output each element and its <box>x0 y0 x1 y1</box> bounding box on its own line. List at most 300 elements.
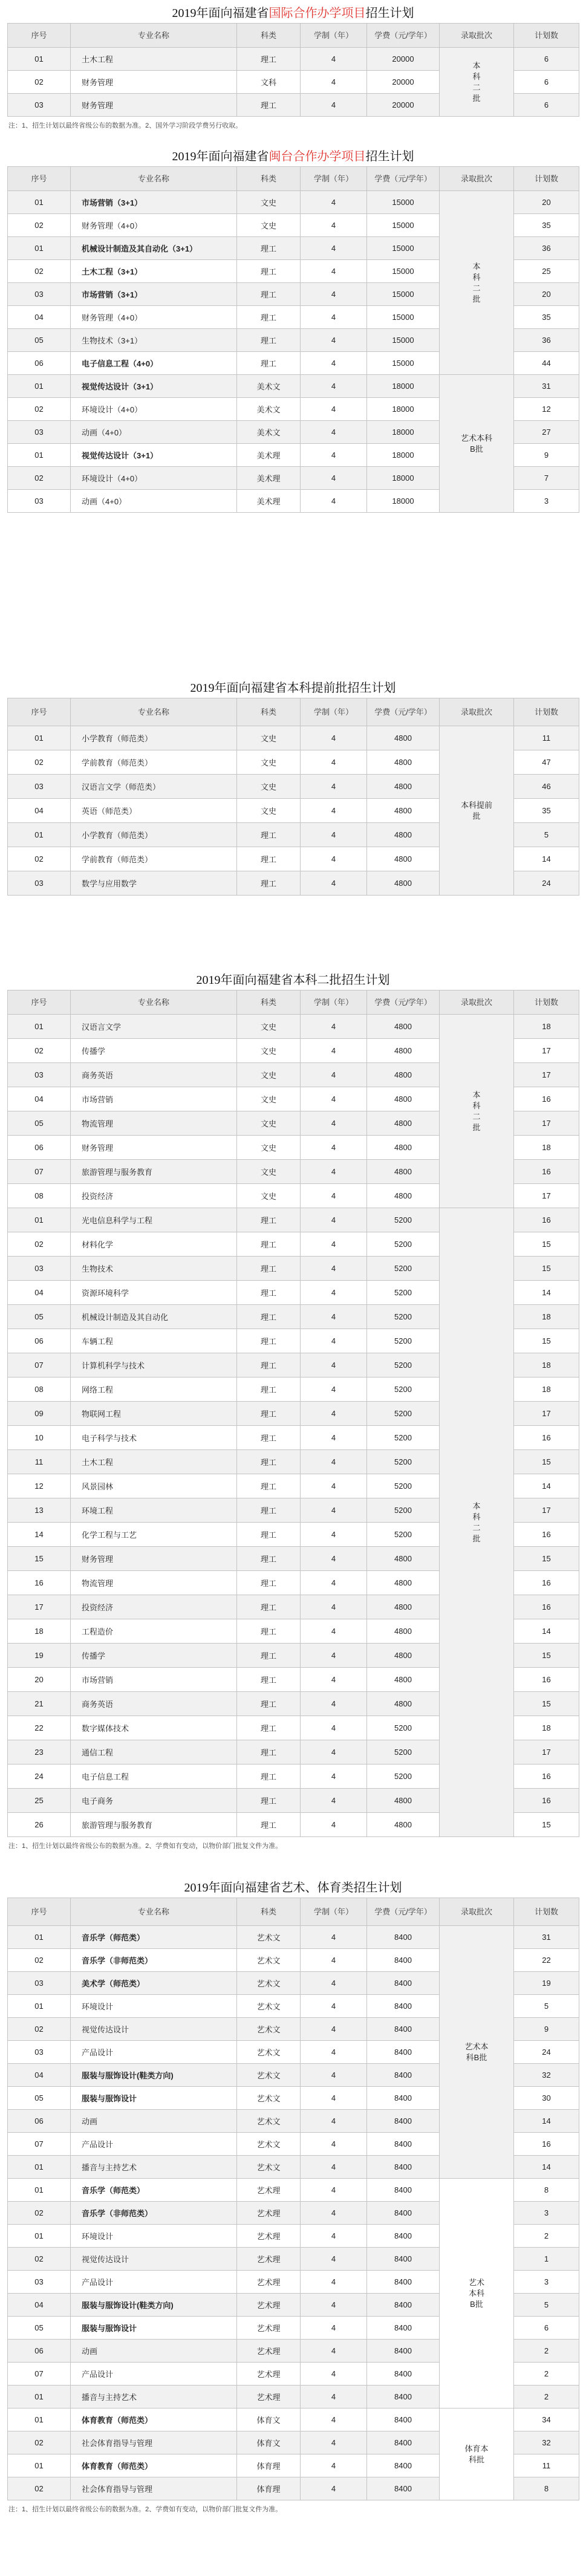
fee-cell: 15000 <box>367 283 440 306</box>
major-cell: 小学教育（师范类） <box>71 823 237 847</box>
seq-cell: 03 <box>8 490 71 513</box>
major-cell: 市场营销 <box>71 1087 237 1111</box>
note: 注：1、招生计划以最终省级公布的数据为准。2、学费如有变动，以物价部门批复文件为准。 <box>8 1843 282 1850</box>
quota-cell: 7 <box>514 467 579 490</box>
quota-cell: 16 <box>514 1523 579 1547</box>
major-cell: 财务管理 <box>71 1136 237 1160</box>
seq-cell: 04 <box>8 306 71 329</box>
intl-plan-table <box>7 23 579 117</box>
duration-cell: 4 <box>301 2018 367 2041</box>
category-cell: 理工 <box>237 94 301 117</box>
quota-cell: 15 <box>514 1644 579 1668</box>
fee-cell: 4800 <box>367 1039 440 1063</box>
category-cell: 美术理 <box>237 444 301 467</box>
category-cell: 艺术理 <box>237 2202 301 2225</box>
fee-cell: 8400 <box>367 2294 440 2317</box>
header-seq: 序号 <box>8 698 71 726</box>
duration-cell: 4 <box>301 1547 367 1571</box>
second-batch-plan-table <box>7 990 579 1837</box>
category-cell: 艺术文 <box>237 2018 301 2041</box>
major-cell: 音乐学（非师范类） <box>71 1949 237 1972</box>
quota-cell: 15 <box>514 1813 579 1837</box>
seq-cell: 06 <box>8 1136 71 1160</box>
fee-cell: 15000 <box>367 352 440 375</box>
duration-cell: 4 <box>301 1136 367 1160</box>
batch-label: 艺术本科B批 <box>460 433 492 454</box>
header-major: 专业名称 <box>71 990 237 1015</box>
category-cell: 文史 <box>237 1015 301 1039</box>
table-row <box>8 2179 579 2202</box>
seq-cell: 01 <box>8 2454 71 2477</box>
duration-cell: 4 <box>301 2363 367 2386</box>
fee-cell: 15000 <box>367 329 440 352</box>
duration-cell: 4 <box>301 2386 367 2408</box>
seq-cell: 05 <box>8 2087 71 2110</box>
quota-cell: 14 <box>514 1474 579 1498</box>
seq-cell: 05 <box>8 1305 71 1329</box>
duration-cell: 4 <box>301 375 367 398</box>
major-cell: 播音与主持艺术 <box>71 2156 237 2179</box>
seq-cell: 01 <box>8 48 71 71</box>
major-cell: 计算机科学与技术 <box>71 1353 237 1377</box>
header-seq: 序号 <box>8 1898 71 1926</box>
major-cell: 传播学 <box>71 1644 237 1668</box>
seq-cell: 01 <box>8 237 71 260</box>
duration-cell: 4 <box>301 1813 367 1837</box>
fee-cell: 8400 <box>367 1926 440 1949</box>
duration-cell: 4 <box>301 1232 367 1257</box>
category-cell: 文史 <box>237 750 301 775</box>
fee-cell: 5200 <box>367 1305 440 1329</box>
category-cell: 文史 <box>237 1063 301 1087</box>
major-cell: 体育教育（师范类） <box>71 2408 237 2431</box>
seq-cell: 04 <box>8 1281 71 1305</box>
duration-cell: 4 <box>301 1523 367 1547</box>
fee-cell: 4800 <box>367 1136 440 1160</box>
fee-cell: 4800 <box>367 799 440 823</box>
duration-cell: 4 <box>301 750 367 775</box>
header-major: 专业名称 <box>71 24 237 48</box>
category-cell: 美术文 <box>237 398 301 421</box>
major-cell: 学前教育（师范类） <box>71 847 237 871</box>
major-cell: 投资经济 <box>71 1184 237 1208</box>
quota-cell: 16 <box>514 1087 579 1111</box>
category-cell: 艺术理 <box>237 2225 301 2248</box>
major-cell: 生物技术 <box>71 1257 237 1281</box>
fee-cell: 18000 <box>367 467 440 490</box>
fee-cell: 15000 <box>367 237 440 260</box>
seq-cell: 07 <box>8 1353 71 1377</box>
duration-cell: 4 <box>301 444 367 467</box>
category-cell: 文史 <box>237 1136 301 1160</box>
major-cell: 服装与服饰设计(鞋类方向) <box>71 2064 237 2087</box>
major-cell: 视觉传达设计（3+1） <box>71 444 237 467</box>
quota-cell: 5 <box>514 823 579 847</box>
quota-cell: 16 <box>514 1668 579 1692</box>
major-cell: 环境设计 <box>71 1995 237 2018</box>
category-cell: 理工 <box>237 1547 301 1571</box>
batch-label: 本科二批 <box>472 1090 481 1132</box>
duration-cell: 4 <box>301 2431 367 2454</box>
fee-cell: 4800 <box>367 1571 440 1595</box>
fee-cell: 8400 <box>367 1995 440 2018</box>
category-cell: 艺术文 <box>237 2041 301 2064</box>
quota-cell: 46 <box>514 775 579 799</box>
batch-label: 艺术本科B批 <box>468 2277 484 2309</box>
quota-cell: 35 <box>514 214 579 237</box>
quota-cell: 34 <box>514 2408 579 2431</box>
seq-cell: 23 <box>8 1740 71 1764</box>
quota-cell: 20 <box>514 191 579 214</box>
quota-cell: 16 <box>514 1595 579 1619</box>
fee-cell: 5200 <box>367 1474 440 1498</box>
duration-cell: 4 <box>301 1474 367 1498</box>
duration-cell: 4 <box>301 490 367 513</box>
table-row <box>8 191 579 214</box>
note: 注：1、招生计划以最终省级公布的数据为准。2、国外学习阶段学费另行收取。 <box>8 122 243 129</box>
table-row <box>8 2408 579 2431</box>
header-seq: 序号 <box>8 990 71 1015</box>
major-cell: 光电信息科学与工程 <box>71 1208 237 1232</box>
seq-cell: 05 <box>8 1111 71 1136</box>
duration-cell: 4 <box>301 1995 367 2018</box>
batch-label: 本科二批 <box>472 60 481 103</box>
quota-cell: 31 <box>514 1926 579 1949</box>
quota-cell: 15 <box>514 1232 579 1257</box>
category-cell: 体育理 <box>237 2454 301 2477</box>
duration-cell: 4 <box>301 329 367 352</box>
major-cell: 旅游管理与服务教育 <box>71 1813 237 1837</box>
fee-cell: 8400 <box>367 2156 440 2179</box>
major-cell: 物联网工程 <box>71 1402 237 1426</box>
duration-cell: 4 <box>301 214 367 237</box>
fee-cell: 4800 <box>367 726 440 750</box>
quota-cell: 31 <box>514 375 579 398</box>
duration-cell: 4 <box>301 2408 367 2431</box>
fee-cell: 5200 <box>367 1716 440 1740</box>
category-cell: 理工 <box>237 847 301 871</box>
fee-cell: 4800 <box>367 871 440 896</box>
header-quota: 计划数 <box>514 24 579 48</box>
seq-cell: 02 <box>8 750 71 775</box>
duration-cell: 4 <box>301 1402 367 1426</box>
title-part: 招生计划 <box>365 7 414 20</box>
seq-cell: 07 <box>8 1160 71 1184</box>
seq-cell: 21 <box>8 1692 71 1716</box>
major-cell: 车辆工程 <box>71 1329 237 1353</box>
fee-cell: 4800 <box>367 1160 440 1184</box>
category-cell: 理工 <box>237 1450 301 1474</box>
major-cell: 市场营销 <box>71 1668 237 1692</box>
fee-cell: 8400 <box>367 2477 440 2500</box>
duration-cell: 4 <box>301 823 367 847</box>
quota-cell: 16 <box>514 1764 579 1789</box>
header-seq: 序号 <box>8 24 71 48</box>
header-batch: 录取批次 <box>440 990 514 1015</box>
header-seq: 序号 <box>8 167 71 191</box>
seq-cell: 11 <box>8 1450 71 1474</box>
duration-cell: 4 <box>301 1353 367 1377</box>
category-cell: 艺术文 <box>237 2087 301 2110</box>
category-cell: 理工 <box>237 1595 301 1619</box>
fee-cell: 4800 <box>367 1668 440 1692</box>
fee-cell: 8400 <box>367 1949 440 1972</box>
table-row <box>8 1015 579 1039</box>
header-fee: 学费（元/学年） <box>367 698 440 726</box>
seq-cell: 03 <box>8 2271 71 2294</box>
category-cell: 理工 <box>237 1474 301 1498</box>
fee-cell: 4800 <box>367 750 440 775</box>
seq-cell: 16 <box>8 1571 71 1595</box>
category-cell: 艺术理 <box>237 2248 301 2271</box>
seq-cell: 03 <box>8 283 71 306</box>
category-cell: 理工 <box>237 1232 301 1257</box>
header-batch: 录取批次 <box>440 167 514 191</box>
duration-cell: 4 <box>301 2110 367 2133</box>
major-cell: 视觉传达设计 <box>71 2018 237 2041</box>
fee-cell: 5200 <box>367 1208 440 1232</box>
fee-cell: 4800 <box>367 1111 440 1136</box>
seq-cell: 03 <box>8 1972 71 1995</box>
category-cell: 艺术文 <box>237 1995 301 2018</box>
quota-cell: 18 <box>514 1353 579 1377</box>
category-cell: 文史 <box>237 1087 301 1111</box>
fee-cell: 5200 <box>367 1740 440 1764</box>
header-category: 科类 <box>237 167 301 191</box>
major-cell: 工程造价 <box>71 1619 237 1644</box>
table-row <box>8 1926 579 1949</box>
duration-cell: 4 <box>301 1426 367 1450</box>
quota-cell: 35 <box>514 306 579 329</box>
duration-cell: 4 <box>301 1087 367 1111</box>
header-category: 科类 <box>237 24 301 48</box>
fee-cell: 4800 <box>367 1087 440 1111</box>
header-fee: 学费（元/学年） <box>367 24 440 48</box>
quota-cell: 15 <box>514 1450 579 1474</box>
major-cell: 产品设计 <box>71 2271 237 2294</box>
category-cell: 理工 <box>237 1426 301 1450</box>
seq-cell: 01 <box>8 2179 71 2202</box>
duration-cell: 4 <box>301 283 367 306</box>
seq-cell: 03 <box>8 775 71 799</box>
fee-cell: 18000 <box>367 375 440 398</box>
batch-cell <box>440 1208 514 1837</box>
duration-cell: 4 <box>301 1764 367 1789</box>
header-quota: 计划数 <box>514 167 579 191</box>
category-cell: 理工 <box>237 871 301 896</box>
fee-cell: 8400 <box>367 1972 440 1995</box>
quota-cell: 44 <box>514 352 579 375</box>
duration-cell: 4 <box>301 1063 367 1087</box>
seq-cell: 02 <box>8 214 71 237</box>
fee-cell: 4800 <box>367 823 440 847</box>
duration-cell: 4 <box>301 1015 367 1039</box>
category-cell: 美术文 <box>237 375 301 398</box>
quota-cell: 9 <box>514 444 579 467</box>
fee-cell: 8400 <box>367 2133 440 2156</box>
quota-cell: 15 <box>514 1329 579 1353</box>
major-cell: 商务英语 <box>71 1692 237 1716</box>
fee-cell: 4800 <box>367 1619 440 1644</box>
category-cell: 理工 <box>237 1692 301 1716</box>
note: 注：1、招生计划以最终省级公布的数据为准。2、学费如有变动，以物价部门批复文件为准。 <box>8 2506 282 2513</box>
duration-cell: 4 <box>301 306 367 329</box>
seq-cell: 19 <box>8 1644 71 1668</box>
category-cell: 理工 <box>237 1523 301 1547</box>
art-sports-plan-table <box>7 1898 579 2500</box>
duration-cell: 4 <box>301 1208 367 1232</box>
category-cell: 体育理 <box>237 2477 301 2500</box>
title-text: 2019年面向福建省本科二批招生计划 <box>196 974 390 987</box>
seq-cell: 02 <box>8 260 71 283</box>
duration-cell: 4 <box>301 1111 367 1136</box>
batch-cell <box>440 48 514 117</box>
major-cell: 汉语言文学（师范类） <box>71 775 237 799</box>
mintai-plan-table <box>7 166 579 513</box>
title-text: 2019年面向福建省本科提前批招生计划 <box>190 681 396 695</box>
seq-cell: 08 <box>8 1377 71 1402</box>
fee-cell: 15000 <box>367 191 440 214</box>
major-cell: 资源环境科学 <box>71 1281 237 1305</box>
quota-cell: 2 <box>514 2340 579 2363</box>
duration-cell: 4 <box>301 2248 367 2271</box>
seq-cell: 07 <box>8 2133 71 2156</box>
duration-cell: 4 <box>301 1595 367 1619</box>
duration-cell: 4 <box>301 2225 367 2248</box>
fee-cell: 4800 <box>367 1813 440 1837</box>
fee-cell: 5200 <box>367 1764 440 1789</box>
table-row <box>8 1208 579 1232</box>
category-cell: 艺术文 <box>237 2110 301 2133</box>
table-row <box>8 726 579 750</box>
category-cell: 文史 <box>237 1039 301 1063</box>
category-cell: 美术文 <box>237 421 301 444</box>
fee-cell: 5200 <box>367 1257 440 1281</box>
seq-cell: 03 <box>8 421 71 444</box>
major-cell: 小学教育（师范类） <box>71 726 237 750</box>
title-part: 招生计划 <box>365 150 414 163</box>
seq-cell: 01 <box>8 191 71 214</box>
batch-cell <box>440 1015 514 1208</box>
major-cell: 市场营销（3+1） <box>71 283 237 306</box>
fee-cell: 4800 <box>367 1063 440 1087</box>
quota-cell: 5 <box>514 2294 579 2317</box>
fee-cell: 8400 <box>367 2248 440 2271</box>
quota-cell: 17 <box>514 1039 579 1063</box>
section-title-advance <box>0 678 586 698</box>
category-cell: 艺术理 <box>237 2179 301 2202</box>
duration-cell: 4 <box>301 2179 367 2202</box>
major-cell: 汉语言文学 <box>71 1015 237 1039</box>
major-cell: 物流管理 <box>71 1571 237 1595</box>
seq-cell: 18 <box>8 1619 71 1644</box>
header-duration: 学制（年） <box>301 167 367 191</box>
title-highlight: 国际合作办学项目 <box>269 7 366 20</box>
quota-cell: 18 <box>514 1377 579 1402</box>
major-cell: 机械设计制造及其自动化（3+1） <box>71 237 237 260</box>
category-cell: 体育文 <box>237 2408 301 2431</box>
category-cell: 艺术理 <box>237 2363 301 2386</box>
category-cell: 文史 <box>237 191 301 214</box>
major-cell: 商务英语 <box>71 1063 237 1087</box>
fee-cell: 8400 <box>367 2064 440 2087</box>
category-cell: 艺术文 <box>237 2064 301 2087</box>
title-text: 2019年面向福建省艺术、体育类招生计划 <box>184 1881 402 1895</box>
duration-cell: 4 <box>301 1571 367 1595</box>
category-cell: 文史 <box>237 1111 301 1136</box>
category-cell: 理工 <box>237 1644 301 1668</box>
fee-cell: 8400 <box>367 2271 440 2294</box>
seq-cell: 06 <box>8 2110 71 2133</box>
category-cell: 艺术理 <box>237 2294 301 2317</box>
major-cell: 产品设计 <box>71 2363 237 2386</box>
header-batch: 录取批次 <box>440 24 514 48</box>
major-cell: 服装与服饰设计 <box>71 2317 237 2340</box>
header-category: 科类 <box>237 990 301 1015</box>
duration-cell: 4 <box>301 260 367 283</box>
quota-cell: 6 <box>514 71 579 94</box>
seq-cell: 01 <box>8 2156 71 2179</box>
duration-cell: 4 <box>301 1926 367 1949</box>
seq-cell: 20 <box>8 1668 71 1692</box>
fee-cell: 8400 <box>367 2454 440 2477</box>
quota-cell: 30 <box>514 2087 579 2110</box>
duration-cell: 4 <box>301 1740 367 1764</box>
seq-cell: 03 <box>8 871 71 896</box>
quota-cell: 18 <box>514 1015 579 1039</box>
major-cell: 机械设计制造及其自动化 <box>71 1305 237 1329</box>
fee-cell: 20000 <box>367 71 440 94</box>
seq-cell: 01 <box>8 726 71 750</box>
fee-cell: 4800 <box>367 1015 440 1039</box>
fee-cell: 8400 <box>367 2225 440 2248</box>
seq-cell: 22 <box>8 1716 71 1740</box>
seq-cell: 01 <box>8 1995 71 2018</box>
duration-cell: 4 <box>301 1305 367 1329</box>
batch-cell <box>440 191 514 375</box>
major-cell: 音乐学（非师范类） <box>71 2202 237 2225</box>
header-fee: 学费（元/学年） <box>367 167 440 191</box>
fee-cell: 18000 <box>367 444 440 467</box>
seq-cell: 01 <box>8 1926 71 1949</box>
duration-cell: 4 <box>301 2271 367 2294</box>
fee-cell: 8400 <box>367 2041 440 2064</box>
major-cell: 环境设计（4+0） <box>71 398 237 421</box>
seq-cell: 01 <box>8 2225 71 2248</box>
duration-cell: 4 <box>301 2317 367 2340</box>
seq-cell: 01 <box>8 823 71 847</box>
fee-cell: 8400 <box>367 2179 440 2202</box>
seq-cell: 26 <box>8 1813 71 1837</box>
duration-cell: 4 <box>301 2156 367 2179</box>
header-major: 专业名称 <box>71 698 237 726</box>
category-cell: 体育文 <box>237 2431 301 2454</box>
quota-cell: 2 <box>514 2386 579 2408</box>
major-cell: 动画 <box>71 2340 237 2363</box>
seq-cell: 09 <box>8 1402 71 1426</box>
major-cell: 社会体育指导与管理 <box>71 2477 237 2500</box>
duration-cell: 4 <box>301 1160 367 1184</box>
quota-cell: 17 <box>514 1063 579 1087</box>
header-category: 科类 <box>237 1898 301 1926</box>
major-cell: 化学工程与工艺 <box>71 1523 237 1547</box>
seq-cell: 15 <box>8 1547 71 1571</box>
fee-cell: 8400 <box>367 2317 440 2340</box>
quota-cell: 36 <box>514 329 579 352</box>
fee-cell: 5200 <box>367 1523 440 1547</box>
duration-cell: 4 <box>301 799 367 823</box>
major-cell: 财务管理 <box>71 71 237 94</box>
